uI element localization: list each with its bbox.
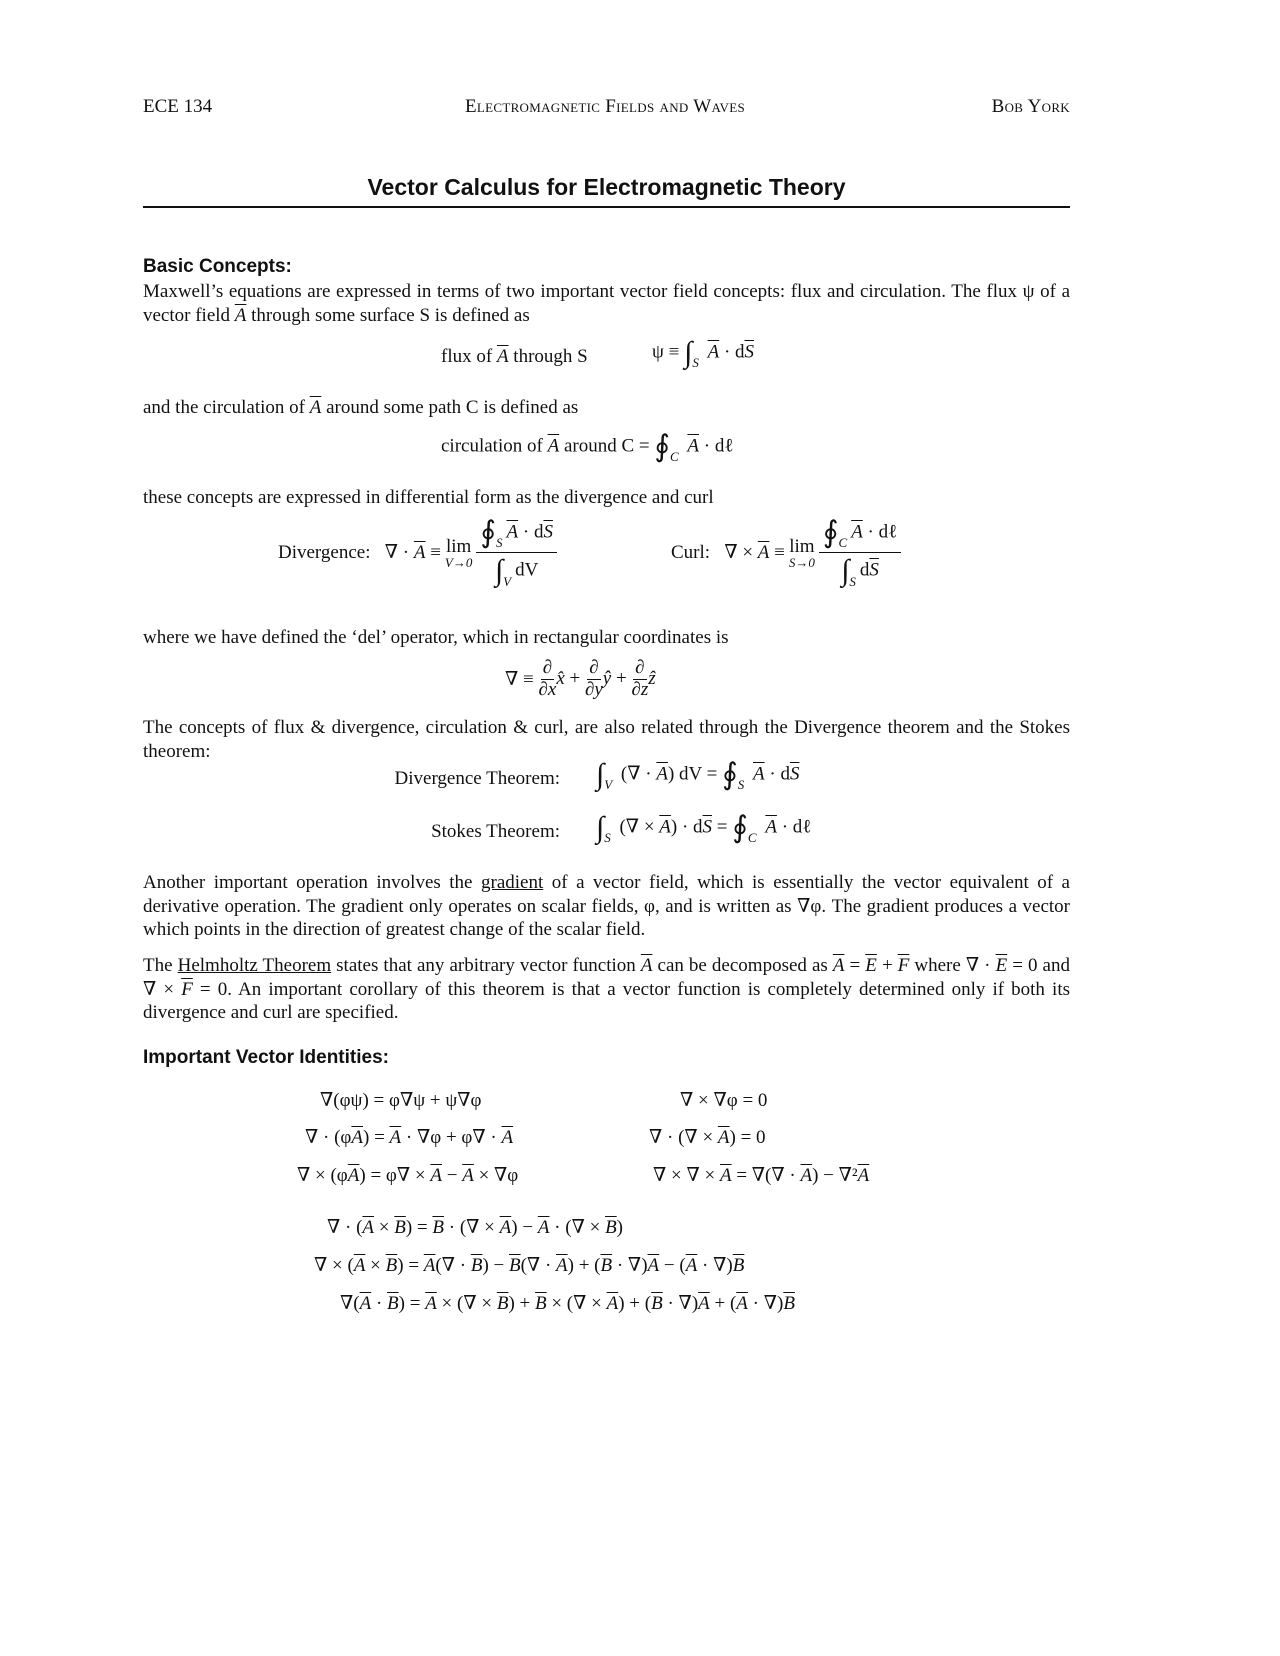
operator: +	[569, 668, 581, 690]
partial-fraction	[585, 658, 603, 701]
circulation-equation	[441, 432, 733, 463]
partial-num: ∂	[589, 657, 599, 678]
denominator: dV	[515, 559, 539, 581]
limit	[789, 537, 815, 569]
divergence-definition	[278, 518, 557, 588]
integral-sub: S	[496, 535, 503, 551]
numerator: $\overline{A}$ · dℓ	[851, 521, 898, 543]
unit-vector: x̂	[556, 668, 565, 690]
integral-sub: V	[503, 573, 512, 589]
identity: ∇ × ∇φ = 0	[680, 1090, 768, 1111]
integral-icon: ∫	[596, 758, 605, 791]
author: Bob York	[991, 96, 1070, 117]
integral-sub: S	[692, 355, 699, 371]
integral-sub: C	[838, 535, 848, 551]
denominator: $d\overline{S}$	[859, 559, 879, 581]
del-term	[631, 658, 665, 701]
theorem-rhs: $\overline{A}$ · dℓ	[765, 816, 812, 838]
partial-fraction	[538, 658, 556, 701]
integral-sub: S	[849, 573, 856, 589]
curl-definition	[671, 518, 901, 588]
identity: ∇ · $(\overline{A} \times \overline{B}) = \overline{B}$ · (∇ × $\overline{A}) - \overline{A}$ · (∇ × $\overline{B}$)	[327, 1217, 623, 1238]
unit-vector: ẑ	[648, 668, 656, 690]
divergence-theorem	[596, 760, 799, 791]
integral-icon: ∫	[494, 554, 504, 588]
course-number: ECE 134	[143, 96, 213, 117]
paragraph-differential: these concepts are expressed in differential form as the divergence and curl	[143, 487, 714, 508]
paragraph-circulation: and the circulation of $\overline{A}$ around some path C is defined as	[143, 397, 579, 418]
del-lhs: ∇ ≡	[505, 668, 534, 690]
theorem-rhs: $\overline{A} \cdot d\overline{S}$	[753, 763, 800, 785]
flux-rhs: $\overline{A} \cdot d\overline{S}$	[707, 341, 755, 363]
partial-den: ∂z	[631, 678, 649, 700]
operator: +	[615, 668, 627, 690]
stokes-theorem	[596, 813, 811, 844]
integral-icon: ∫	[596, 811, 605, 844]
paragraph-del: where we have defined the ‘del’ operator, which in rectangular coordinates is	[143, 627, 729, 648]
text: of a vector field, which is essentially the vector equivalent of a derivative operation. The gradient only operates on scalar fields, φ, and is written as ∇φ. The gradient produces a vector which points in the direction of greatest change of the scalar field.	[143, 872, 1070, 940]
flux-equation	[652, 338, 754, 369]
integral-icon: ∫	[684, 336, 693, 369]
course-subject: Electromagnetic Fields and Waves	[464, 96, 746, 117]
lim-text: lim	[789, 535, 815, 557]
paragraph-flux: Maxwell’s equations are expressed in terms of two important vector field concepts: flux and circulation. The flux ψ of a vector field $\overline{A}$ through some surface S is defined as	[143, 281, 1070, 326]
text: The	[143, 955, 178, 976]
identity: $\nabla(\overline{A} \cdot \overline{B}) = \overline{A}$ × (∇ × $\overline{B}) + \overline{B}$ × (∇ × $\overline{A}) + (\overline{B} \cdot \nabla)\overline{A} + (\overline{A} \cdot \nabla)\overline{B}$	[340, 1293, 795, 1314]
title-rule	[143, 206, 1070, 208]
text: states that any arbitrary vector function $\overline{A}$ can be decomposed as $\overline{A} = \overline{E} + \overline{F}$ where ∇ · $\overline{E} = 0$ and ∇ × $\overline{F} = 0$. An important corollary of this theorem is that a vector function is completely determined only if both its divergence and curl are specified.	[143, 955, 1070, 1023]
flux-label: flux of $\overline{A}$ through S	[441, 346, 588, 367]
identity: ∇(φψ) = φ∇ψ + ψ∇φ	[320, 1090, 482, 1111]
contour-integral-icon: ∮	[654, 430, 670, 463]
del-operator-equation	[505, 658, 665, 701]
partial-fraction	[631, 658, 648, 701]
curl-fraction	[819, 518, 901, 588]
paragraph-theorems: The concepts of flux & divergence, circulation & curl, are also related through the Divergence theorem and the Stokes theorem:	[143, 717, 1070, 762]
identity: ∇ × $(\overline{A} \times \overline{B}) = \overline{A}(\nabla \cdot \overline{B}) - \overline{B}(\nabla \cdot \overline{A}) + (\overline{B} \cdot \nabla)\overline{A} - (\overline{A} \cdot \nabla)\overline{B}$	[314, 1255, 745, 1276]
integral-icon: ∫	[841, 554, 850, 588]
lim-sub: S→0	[788, 554, 815, 570]
contour-integral-icon: ∮	[722, 758, 738, 791]
identity: ∇ · (∇ × $\overline{A}) = 0$	[649, 1127, 766, 1148]
contour-integral-icon: ∮	[480, 516, 497, 549]
divergence-label: Divergence:	[278, 541, 371, 563]
identity: ∇ × $(\varphi\overline{A}) = \varphi\nabla \times \overline{A} - \overline{A} \times \nabla\varphi$	[297, 1165, 519, 1186]
lim-sub: V→0	[444, 554, 473, 570]
divergence-lhs: ∇ · $\overline{A}$ ≡	[384, 542, 441, 564]
circulation-label: circulation of $\overline{A}$ around C =	[441, 435, 650, 457]
del-term	[585, 658, 631, 701]
partial-den: ∂x	[538, 678, 557, 700]
contour-integral-icon: ∮	[732, 811, 748, 844]
integral-sub: S	[737, 777, 745, 793]
identity: ∇ · $(\varphi\overline{A}) = \overline{A} \cdot \nabla\varphi + \varphi\nabla \cdot \overline{A}$	[305, 1127, 514, 1148]
integral-sub: S	[604, 830, 611, 846]
del-term	[538, 658, 584, 701]
stokes-theorem-label: Stokes Theorem:	[431, 821, 560, 842]
circulation-rhs: $\overline{A}$ · dℓ	[687, 435, 734, 457]
flux-lhs: ψ ≡	[652, 341, 680, 363]
partial-num: ∂	[542, 657, 553, 678]
paragraph-helmholtz	[143, 954, 1070, 1025]
text: Another important operation involves the	[143, 872, 481, 893]
paragraph-gradient	[143, 871, 1070, 942]
theorem-lhs: (∇ · $\overline{A}$) dV =	[620, 763, 718, 785]
page-title: Vector Calculus for Electromagnetic Theory	[367, 174, 846, 200]
divergence-fraction	[476, 518, 557, 588]
partial-num: ∂	[635, 657, 645, 678]
contour-integral-icon: ∮	[822, 516, 839, 549]
curl-label: Curl:	[671, 541, 711, 563]
integral-sub: C	[669, 449, 679, 465]
section-heading-identities: Important Vector Identities:	[143, 1047, 389, 1068]
curl-lhs: ∇ × $\overline{A}$ ≡	[724, 542, 785, 564]
partial-den: ∂y	[584, 678, 603, 700]
limit	[445, 537, 472, 569]
divergence-theorem-label: Divergence Theorem:	[394, 768, 560, 789]
underlined-term: gradient	[481, 872, 544, 893]
underlined-term: Helmholtz Theorem	[177, 955, 332, 976]
theorem-lhs: (∇ × $\overline{A}) \cdot d\overline{S}$ =	[619, 816, 728, 838]
lim-text: lim	[445, 535, 472, 557]
numerator: $\overline{A} \cdot d\overline{S}$	[506, 521, 553, 543]
unit-vector: ŷ	[602, 668, 612, 690]
integral-sub: V	[604, 777, 613, 793]
identity: ∇ × ∇ × $\overline{A}$ = ∇(∇ · $\overline{A}) - \nabla^2\overline{A}$	[653, 1165, 870, 1186]
section-heading-basic: Basic Concepts:	[143, 256, 292, 277]
integral-sub: C	[747, 830, 757, 846]
